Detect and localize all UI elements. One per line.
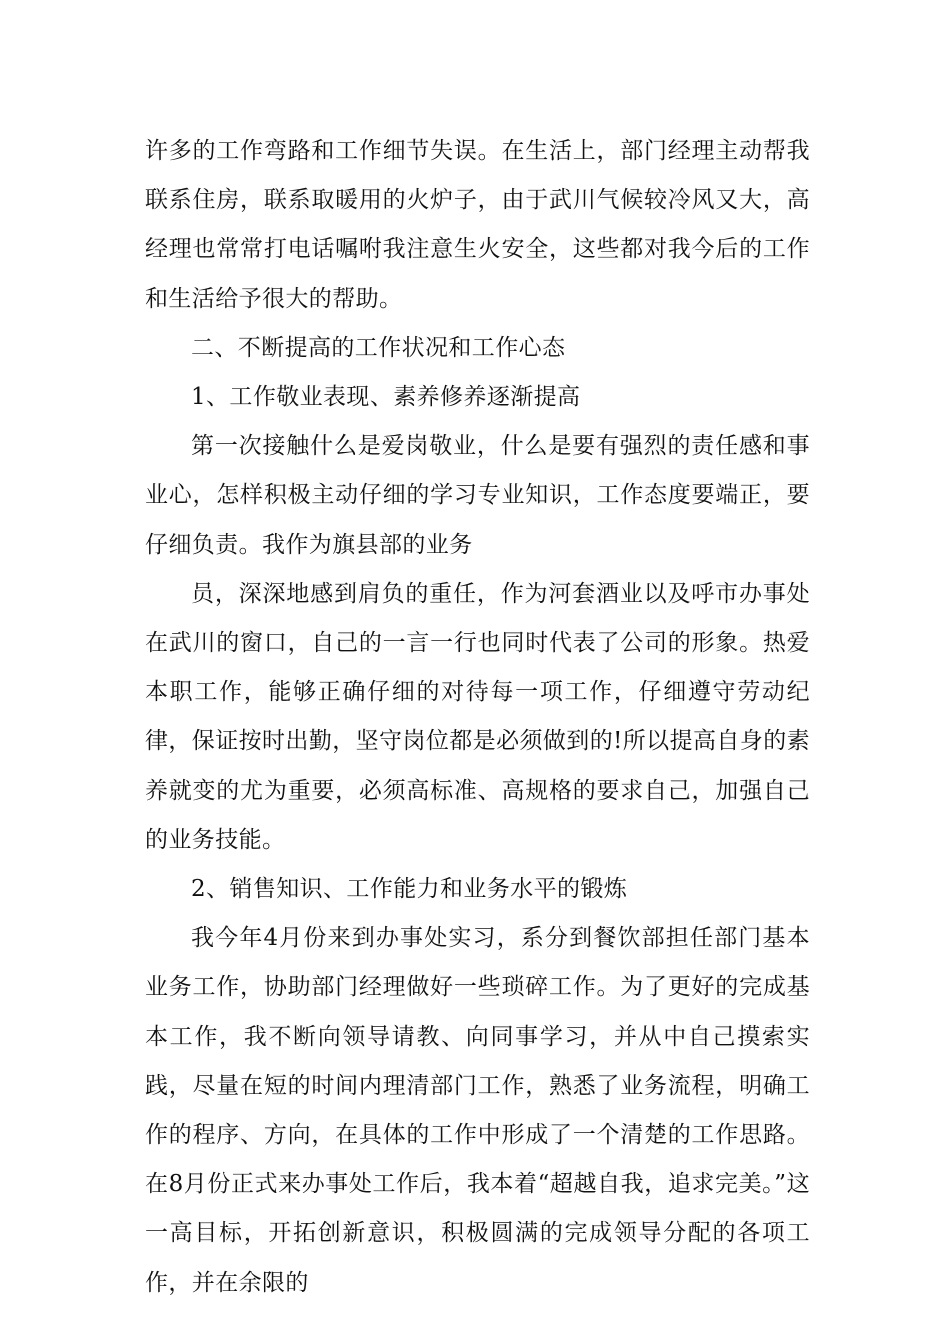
paragraph-3: 员，深深地感到肩负的重任，作为河套酒业以及呼市办事处在武川的窗口，自己的一言一行也同时代表了公司的形象。热爱本职工作，能够正确仔细的对待每一项工作，仔细遵守劳动纪律，保证按时出勤，坚守岗位都是必须做到的!所以提高自身的素养就变的尤为重要，必须高标准、高规格的要求自己，加强自己的业务技能。 xyxy=(145,580,810,853)
paragraph-1: 许多的工作弯路和工作细节失误。在生活上，部门经理主动帮我联系住房，联系取暖用的火炉子，由于武川气候较冷风又大，高经理也常常打电话嘱咐我注意生火安全，这些都对我今后的工作和生活给予很大的帮助。 xyxy=(145,138,810,312)
paragraph-4: 我今年4月份来到办事处实习，系分到餐饮部担任部门基本业务工作，协助部门经理做好一些琐碎工作。为了更好的完成基本工作，我不断向领导请教、向同事学习，并从中自己摸索实践，尽量在短的时间内理清部门工作，熟悉了业务流程，明确工作的程序、方向，在具体的工作中形成了一个清楚的工作思路。在8月份正式来办事处工作后，我本着“超越自我，追求完美。”这一高目标，开拓创新意识，积极圆满的完成领导分配的各项工作，并在余限的 xyxy=(145,925,810,1296)
subheading-2: 2、销售知识、工作能力和业务水平的锻炼 xyxy=(191,876,628,903)
paragraph-2: 第一次接触什么是爱岗敬业，什么是要有强烈的责任感和事业心，怎样积极主动仔细的学习专业知识，工作态度要端正，要仔细负责。我作为旗县部的业务 xyxy=(145,433,810,558)
document-body xyxy=(145,127,810,1308)
subheading-1: 1、工作敬业表现、素养修养逐渐提高 xyxy=(191,384,581,411)
section-heading-2: 二、不断提高的工作状况和工作心态 xyxy=(191,334,566,361)
